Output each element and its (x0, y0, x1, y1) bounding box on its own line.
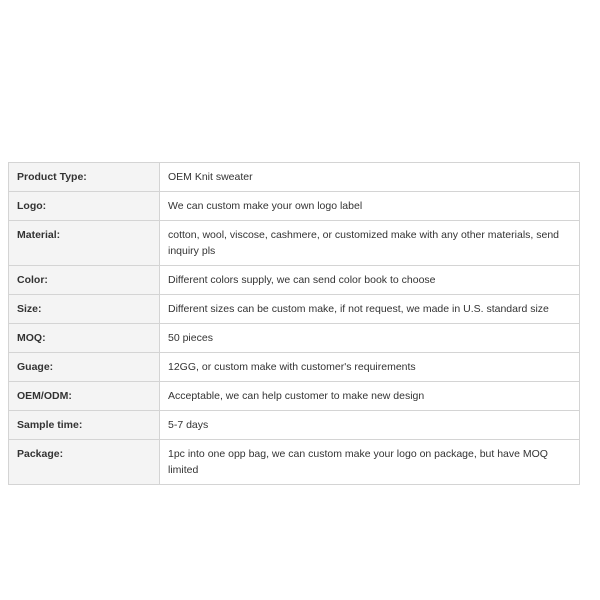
spec-value: OEM Knit sweater (160, 163, 580, 192)
spec-label: MOQ: (9, 324, 160, 353)
spec-value: cotton, wool, viscose, cashmere, or customized make with any other materials, send inquiry pls (160, 221, 580, 266)
table-row (9, 192, 580, 221)
spec-label: Product Type: (9, 163, 160, 192)
spec-value: We can custom make your own logo label (160, 192, 580, 221)
table-row (9, 266, 580, 295)
table-row (9, 163, 580, 192)
spec-label: Sample time: (9, 411, 160, 440)
spec-value: 1pc into one opp bag, we can custom make your logo on package, but have MOQ limited (160, 440, 580, 485)
spec-value: 5-7 days (160, 411, 580, 440)
spec-label: Logo: (9, 192, 160, 221)
table-row (9, 324, 580, 353)
table-row (9, 353, 580, 382)
spec-label: OEM/ODM: (9, 382, 160, 411)
spec-value: Different sizes can be custom make, if not request, we made in U.S. standard size (160, 295, 580, 324)
spec-label: Material: (9, 221, 160, 266)
table-row (9, 411, 580, 440)
table-row (9, 295, 580, 324)
spec-label: Guage: (9, 353, 160, 382)
spec-label: Size: (9, 295, 160, 324)
spec-value: 12GG, or custom make with customer's requirements (160, 353, 580, 382)
table-row (9, 440, 580, 485)
spec-value: 50 pieces (160, 324, 580, 353)
spec-value: Different colors supply, we can send color book to choose (160, 266, 580, 295)
table-row (9, 382, 580, 411)
spec-label: Package: (9, 440, 160, 485)
product-spec-table (8, 162, 580, 485)
spec-label: Color: (9, 266, 160, 295)
table-row (9, 221, 580, 266)
spec-value: Acceptable, we can help customer to make new design (160, 382, 580, 411)
